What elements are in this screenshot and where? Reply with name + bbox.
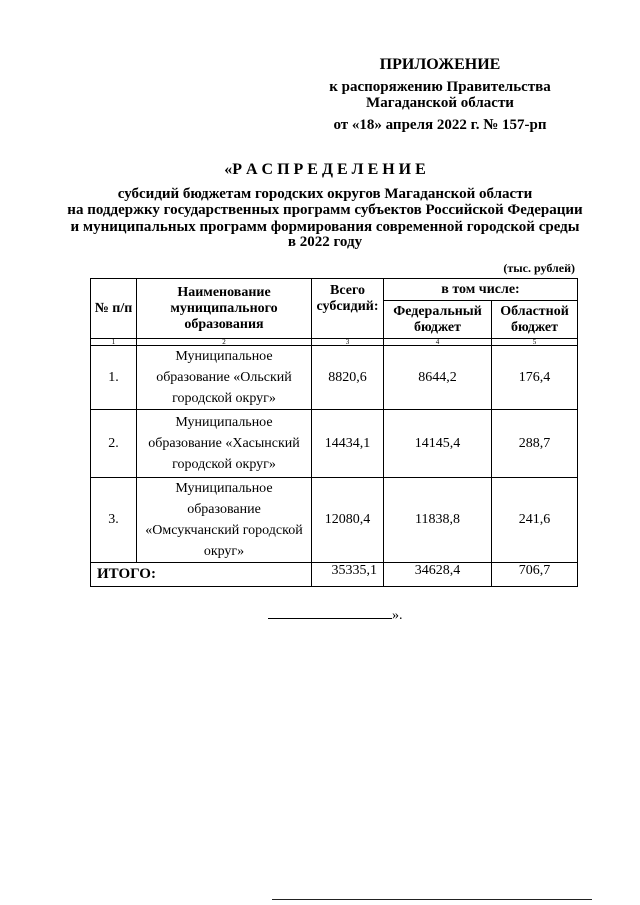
subtitle-line-1: субсидий бюджетам городских округов Магаданской области: [117, 186, 533, 202]
row-name: [137, 410, 312, 478]
row-name-line: Муниципальное: [175, 415, 273, 430]
total-label: ИТОГО:: [91, 563, 312, 587]
total-sum: 35335,1: [312, 563, 384, 587]
appendix-line-2: Магаданской области: [366, 95, 514, 111]
header-name: Наименование муниципального образования: [137, 279, 312, 339]
subtitle-line-2: на поддержку государственных программ субъектов Российской Федерации: [67, 202, 583, 218]
units-note: (тыс. рублей): [503, 261, 575, 275]
index-cell: 4: [384, 339, 492, 346]
row-federal: 14145,4: [384, 410, 492, 478]
closing-line: [268, 606, 403, 624]
table-row: [91, 478, 578, 563]
table-row: [91, 410, 578, 478]
row-name-line: «Омсукчанский городской: [145, 523, 303, 538]
index-cell: 1: [91, 339, 137, 346]
row-total: 12080,4: [312, 478, 384, 563]
row-regional: 288,7: [492, 410, 578, 478]
header-including: в том числе:: [384, 279, 578, 301]
closing-quote: ».: [392, 608, 403, 623]
total-regional: 706,7: [492, 563, 578, 587]
row-total: 14434,1: [312, 410, 384, 478]
index-cell: 2: [137, 339, 312, 346]
row-federal: 11838,8: [384, 478, 492, 563]
row-name-line: образование: [187, 502, 261, 517]
row-number: 3.: [91, 478, 137, 563]
total-row: [91, 563, 578, 587]
header-num: № п/п: [91, 279, 137, 339]
row-name-line: образование «Хасынский: [148, 436, 300, 451]
subtitle-line-3: и муниципальных программ формирования современной городской среды: [70, 219, 580, 235]
row-regional: 176,4: [492, 346, 578, 410]
row-name-line: Муниципальное: [175, 349, 273, 364]
document-title: «Р А С П Р Е Д Е Л Е Н И Е: [224, 161, 426, 178]
header-total: Всего субсидий:: [312, 279, 384, 339]
row-name-line: образование «Ольский: [156, 370, 292, 385]
row-name: [137, 478, 312, 563]
row-name-line: городской округ»: [172, 457, 276, 472]
row-name-line: городской округ»: [172, 391, 276, 406]
appendix-heading: ПРИЛОЖЕНИЕ: [379, 56, 501, 73]
row-total: 8820,6: [312, 346, 384, 410]
subtitle-line-4: в 2022 году: [287, 234, 363, 250]
closing-underline: [268, 606, 392, 619]
total-federal: 34628,4: [384, 563, 492, 587]
appendix-line-3: от «18» апреля 2022 г. № 157-рп: [333, 117, 547, 133]
appendix-line-1: к распоряжению Правительства: [329, 79, 551, 95]
row-name-line: Муниципальное: [175, 481, 273, 496]
row-name: [137, 346, 312, 410]
subsidy-table: [90, 278, 578, 587]
row-number: 2.: [91, 410, 137, 478]
index-cell: 3: [312, 339, 384, 346]
header-federal: Федеральный бюджет: [384, 301, 492, 339]
row-regional: 241,6: [492, 478, 578, 563]
bottom-divider: [272, 899, 592, 900]
row-number: 1.: [91, 346, 137, 410]
table-row: [91, 346, 578, 410]
row-name-line: округ»: [203, 544, 245, 559]
index-row: [91, 339, 578, 346]
row-federal: 8644,2: [384, 346, 492, 410]
header-regional: Областной бюджет: [492, 301, 578, 339]
index-cell: 5: [492, 339, 578, 346]
